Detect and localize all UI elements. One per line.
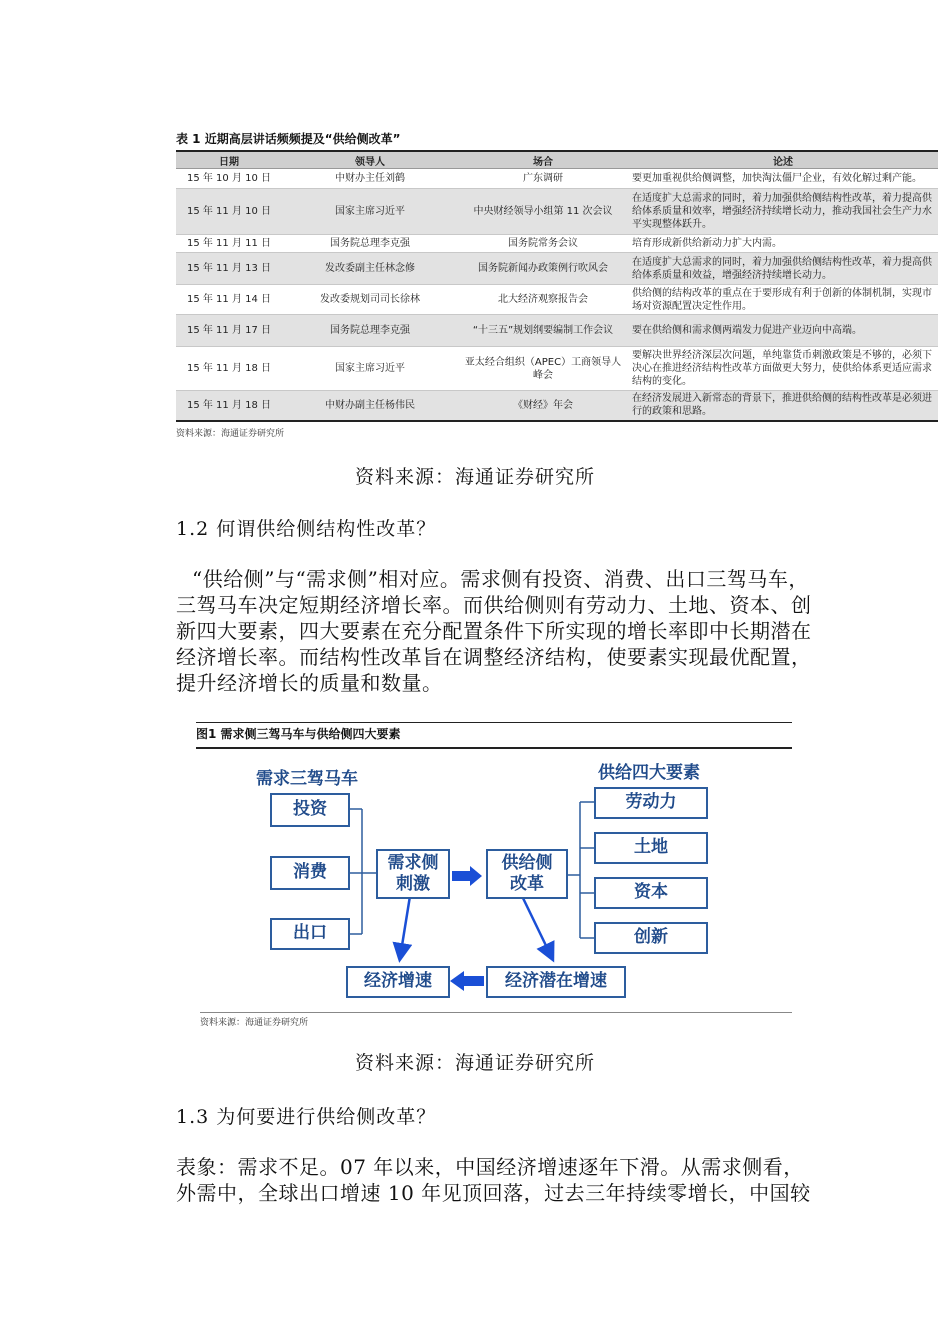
- table-row: [176, 253, 938, 285]
- cell-statement: 在适度扩大总需求的同时，着力加强供给侧结构性改革，着力提高供给体系质量和效益，增强经济持续增长动力。: [628, 253, 938, 285]
- cell-date: 15 年 11 月 18 日: [176, 347, 282, 391]
- cell-leader: 发改委规划司司长徐林: [282, 285, 458, 315]
- cell-leader: 国务院总理李克强: [282, 235, 458, 253]
- table-title: 表 1 近期高层讲话频频提及“供给侧改革”: [176, 128, 938, 152]
- cell-statement: 要解决世界经济深层次问题，单纯靠货币刺激政策是不够的，必须下决心在推进经济结构性改革方面做更大努力，使供给体系更适应需求结构的变化。: [628, 347, 938, 391]
- cell-leader: 国务院总理李克强: [282, 315, 458, 347]
- supply-item-land: 土地: [594, 832, 708, 864]
- demand-item-investment: 投资: [270, 793, 350, 827]
- cell-occasion: 北大经济观察报告会: [458, 285, 628, 315]
- cell-date: 15 年 11 月 13 日: [176, 253, 282, 285]
- table-row: [176, 285, 938, 315]
- cell-leader: 发改委副主任林念修: [282, 253, 458, 285]
- cell-statement: 供给侧的结构改革的重点在于要形成有利于创新的体制机制，实现市场对资源配置决定性作用。: [628, 285, 938, 315]
- table-row: [176, 315, 938, 347]
- demand-stimulus-box: 需求侧刺激: [376, 849, 450, 899]
- cell-statement: 在经济发展进入新常态的背景下，推进供给侧的结构性改革是必须进行的政策和思路。: [628, 391, 938, 421]
- paragraph-supply-side: “供给侧”与“需求侧”相对应。需求侧有投资、消费、出口三驾马车，三驾马车决定短期经济增长率。而供给侧则有劳动力、土地、资本、创新四大要素，四大要素在充分配置条件下所实现的增长率即中长期潜在经济增长率。而结构性改革旨在调整经济结构，使要素实现最优配置，提升经济增长的质量和数量。: [176, 567, 812, 695]
- cell-statement: 要在供给侧和需求侧两端发力促进产业迈向中高端。: [628, 315, 938, 347]
- center-arrow: [452, 866, 482, 886]
- arrow-demand-to-growth: [400, 896, 410, 958]
- cell-date: 15 年 11 月 18 日: [176, 391, 282, 421]
- cell-occasion: 《财经》年会: [458, 391, 628, 421]
- cell-occasion: 国务院常务会议: [458, 235, 628, 253]
- demand-label: 需求三驾马车: [256, 769, 358, 789]
- supply-item-capital: 资本: [594, 877, 708, 909]
- leaders-speech-table: [176, 152, 938, 422]
- cell-date: 15 年 11 月 17 日: [176, 315, 282, 347]
- demand-bracket: [350, 809, 376, 934]
- cell-statement: 在适度扩大总需求的同时，着力加强供给侧结构性改革，着力提高供给体系质量和效率，增强经济持续增长动力，推动我国社会生产力水平实现整体跃升。: [628, 189, 938, 235]
- cell-statement: 要更加重视供给侧调整，加快淘汰僵尸企业，有效化解过剩产能。: [628, 169, 938, 189]
- paragraph-demand-shortage: 表象：需求不足。07 年以来，中国经济增速逐年下滑。从需求侧看，外需中，全球出口增速 10 年见顶回落，过去三年持续零增长，中国较: [176, 1155, 811, 1205]
- supply-bracket: [568, 802, 594, 938]
- economic-growth-box: 经济增速: [346, 966, 450, 998]
- cell-leader: 中财办副主任杨伟民: [282, 391, 458, 421]
- cell-leader: 国家主席习近平: [282, 189, 458, 235]
- table-figure: [176, 128, 938, 439]
- cell-occasion: 国务院新闻办政策例行吹风会: [458, 253, 628, 285]
- col-header-statement: 论述: [628, 152, 938, 169]
- cell-occasion: 亚太经合组织（APEC）工商领导人峰会: [458, 347, 628, 391]
- figure-caption: 资料来源：海通证券研究所: [354, 1052, 595, 1074]
- demand-item-export: 出口: [270, 918, 350, 950]
- table-row: [176, 189, 938, 235]
- table-source: 资料来源：海通证券研究所: [176, 428, 285, 439]
- cell-leader: 中财办主任刘鹤: [282, 169, 458, 189]
- table-header-row: [176, 152, 938, 169]
- table-row: [176, 347, 938, 391]
- diagram-figure: [196, 718, 792, 1028]
- arrow-supply-to-potential: [522, 896, 552, 958]
- cell-date: 15 年 11 月 14 日: [176, 285, 282, 315]
- bottom-arrow: [450, 971, 484, 991]
- cell-occasion: 中央财经领导小组第 11 次会议: [458, 189, 628, 235]
- cell-occasion: “十三五”规划纲要编制工作会议: [458, 315, 628, 347]
- figure-source: 资料来源：海通证券研究所: [200, 1012, 792, 1028]
- cell-date: 15 年 10 月 10 日: [176, 169, 282, 189]
- table-caption: 资料来源：海通证券研究所: [354, 466, 595, 488]
- cell-occasion: 广东调研: [458, 169, 628, 189]
- supply-reform-box: 供给侧改革: [486, 849, 568, 899]
- cell-date: 15 年 11 月 10 日: [176, 189, 282, 235]
- table-row: [176, 235, 938, 253]
- supply-label: 供给四大要素: [598, 763, 700, 783]
- cell-date: 15 年 11 月 11 日: [176, 235, 282, 253]
- col-header-date: 日期: [176, 152, 282, 169]
- supply-item-labor: 劳动力: [594, 787, 708, 819]
- table-row: [176, 169, 938, 189]
- supply-item-innovation: 创新: [594, 922, 708, 954]
- figure-title: 图1 需求侧三驾马车与供给侧四大要素: [196, 722, 792, 749]
- col-header-occasion: 场合: [458, 152, 628, 169]
- potential-growth-box: 经济潜在增速: [486, 966, 626, 998]
- demand-item-consumption: 消费: [270, 856, 350, 890]
- table-row: [176, 391, 938, 421]
- cell-leader: 国家主席习近平: [282, 347, 458, 391]
- col-header-leader: 领导人: [282, 152, 458, 169]
- section-heading-1-3: 1.3 为何要进行供给侧改革？: [176, 1106, 437, 1128]
- cell-statement: 培育形成新供给新动力扩大内需。: [628, 235, 938, 253]
- section-heading-1-2: 1.2 何谓供给侧结构性改革？: [176, 518, 437, 540]
